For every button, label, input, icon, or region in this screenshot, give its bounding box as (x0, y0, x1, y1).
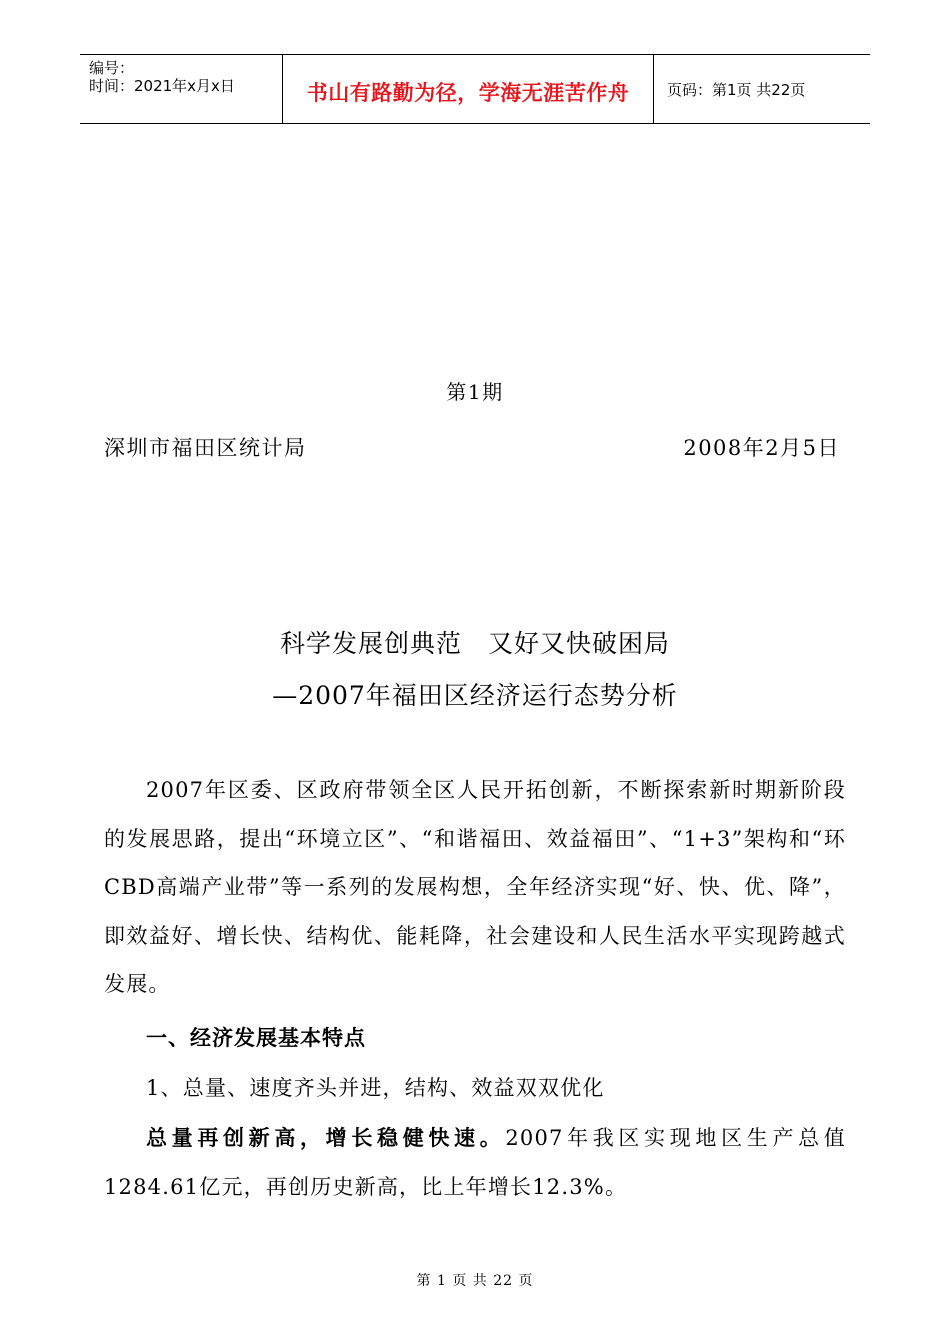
paragraph-lead: 总量再创新高，增长稳健快速。 (146, 1126, 506, 1150)
section-heading: 一、经济发展基本特点 (146, 1026, 366, 1050)
time-label: 时间：2021年x月x日 (89, 77, 235, 95)
body-paragraph (104, 1114, 846, 1211)
paragraph-body: 2007年我区实现地区生产总值1284.61亿元，再创历史新高，比上年增长12.3%。 (104, 1126, 846, 1199)
header-page-cell (655, 55, 870, 123)
page-footer: 第 1 页 共 22 页 (416, 1273, 534, 1289)
issue-number: 第1期 (446, 380, 504, 404)
header-motto-cell (283, 55, 654, 123)
organization: 深圳市福田区统计局 (104, 436, 307, 460)
subsection-heading: 1、总量、速度齐头并进，结构、效益双双优化 (146, 1076, 605, 1100)
title-main: 科学发展创典范 又好又快破困局 (279, 629, 670, 658)
motto: 书山有路勤为径，学海无涯苦作舟 (306, 81, 630, 105)
header-table (80, 54, 870, 124)
header-meta-cell (80, 55, 283, 123)
page-info: 页码：第1页 共22页 (667, 81, 806, 99)
publish-date: 2008年2月5日 (683, 436, 840, 460)
title-subtitle: —2007年福田区经济运行态势分析 (272, 681, 678, 710)
number-label: 编号： (89, 59, 135, 77)
intro-paragraph: 2007年区委、区政府带领全区人民开拓创新，不断探索新时期新阶段的发展思路，提出“环境立区”、“和谐福田、效益福田”、“1+3”架构和“环CBD高端产业带”等一系列的发展构想，全年经济实现“好、快、优、降”，即效益好、增长快、结构优、能耗降，社会建设和人民生活水平实现跨越式发展。 (104, 778, 846, 996)
